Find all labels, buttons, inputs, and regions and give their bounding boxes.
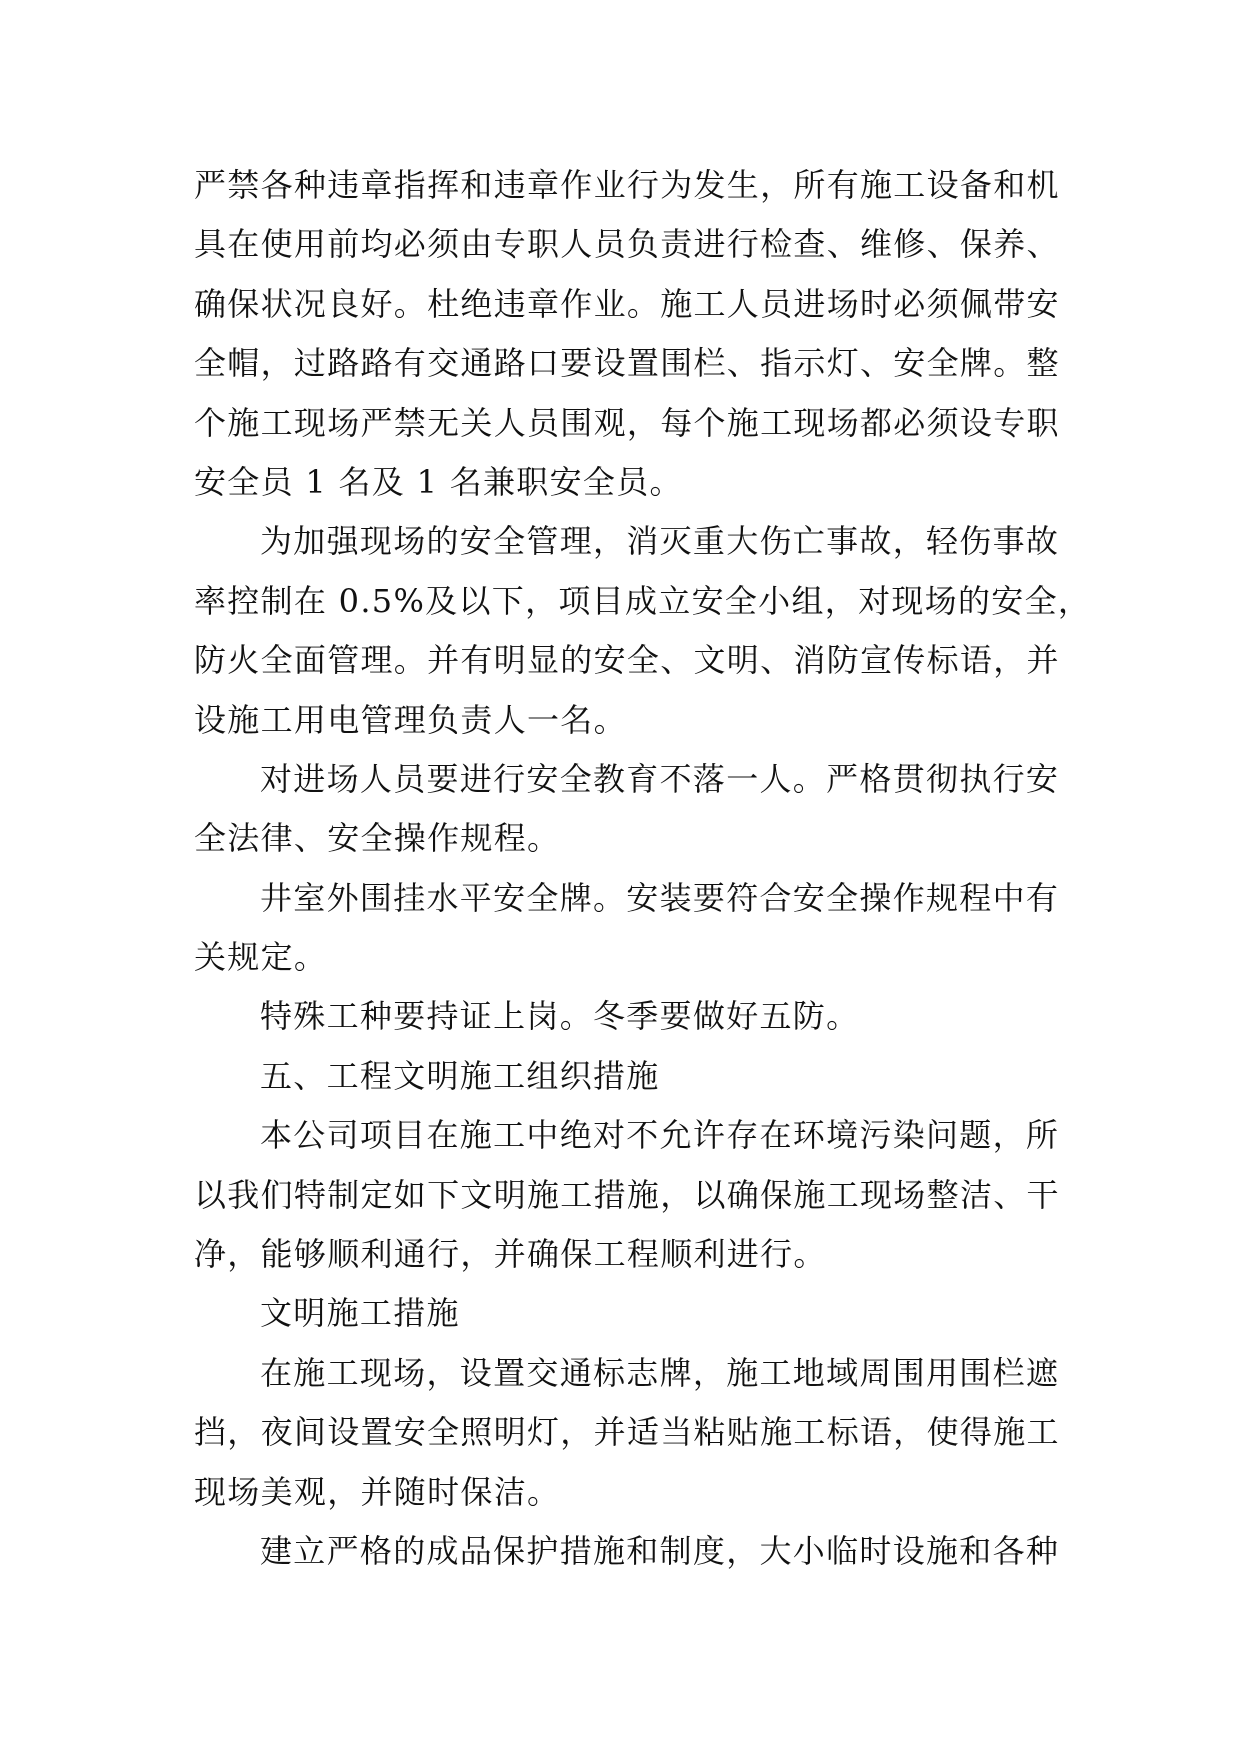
- text-line: 设施工用电管理负责人一名。: [194, 700, 627, 739]
- text-line: 防火全面管理。并有明显的安全、文明、消防宣传标语，并: [194, 641, 1060, 680]
- paragraph-safety-rules: [194, 156, 1084, 512]
- text-line: 本公司项目在施工中绝对不允许存在环境污染问题，所: [260, 1116, 1060, 1155]
- subsection-heading: [194, 1284, 1084, 1343]
- paragraph-special-work: [194, 987, 1084, 1046]
- text-line: 全法律、安全操作规程。: [194, 819, 561, 858]
- document-body: [194, 156, 1092, 1581]
- paragraph-product-protection: [194, 1522, 1084, 1581]
- text-line: 率控制在 0.5%及以下，项目成立安全小组，对现场的安全，: [194, 581, 1092, 620]
- text-line: 具在使用前均必须由专职人员负责进行检查、维修、保养、: [194, 225, 1060, 264]
- text-line: 特殊工种要持证上岗。冬季要做好五防。: [260, 997, 860, 1036]
- paragraph-safety-management: [194, 512, 1092, 750]
- text-line: 严禁各种违章指挥和违章作业行为发生，所有施工设备和机: [194, 166, 1060, 204]
- text-line: 确保状况良好。杜绝违章作业。施工人员进场时必须佩带安: [194, 284, 1060, 323]
- paragraph-site-measures: [194, 1344, 1084, 1522]
- paragraph-safety-education: [194, 750, 1084, 869]
- text-line: 挡，夜间设置安全照明灯，并适当粘贴施工标语，使得施工: [194, 1413, 1060, 1452]
- text-line: 全帽，过路路有交通路口要设置围栏、指示灯、安全牌。整: [194, 344, 1060, 383]
- text-line: 以我们特制定如下文明施工措施，以确保施工现场整洁、干: [194, 1175, 1060, 1214]
- text-line: 关规定。: [194, 938, 328, 977]
- section-heading: [194, 1047, 1084, 1106]
- text-line: 在施工现场，设置交通标志牌，施工地域周围用围栏遮: [260, 1353, 1060, 1392]
- text-line: 井室外围挂水平安全牌。安装要符合安全操作规程中有: [260, 878, 1060, 917]
- section-heading-text: 五、工程文明施工组织措施: [260, 1056, 660, 1095]
- text-line: 为加强现场的安全管理，消灭重大伤亡事故，轻伤事故: [260, 522, 1060, 561]
- paragraph-safety-signs: [194, 869, 1084, 988]
- text-line: 建立严格的成品保护措施和制度，大小临时设施和各种: [260, 1531, 1060, 1570]
- text-line: 安全员 1 名及 1 名兼职安全员。: [194, 462, 683, 501]
- text-line: 个施工现场严禁无关人员围观，每个施工现场都必须设专职: [194, 403, 1060, 442]
- text-line: 现场美观，并随时保洁。: [194, 1472, 561, 1511]
- text-line: 对进场人员要进行安全教育不落一人。严格贯彻执行安: [260, 759, 1060, 798]
- subsection-heading-text: 文明施工措施: [260, 1294, 460, 1333]
- text-line: 净，能够顺利通行，并确保工程顺利进行。: [194, 1235, 827, 1274]
- paragraph-environment: [194, 1106, 1084, 1284]
